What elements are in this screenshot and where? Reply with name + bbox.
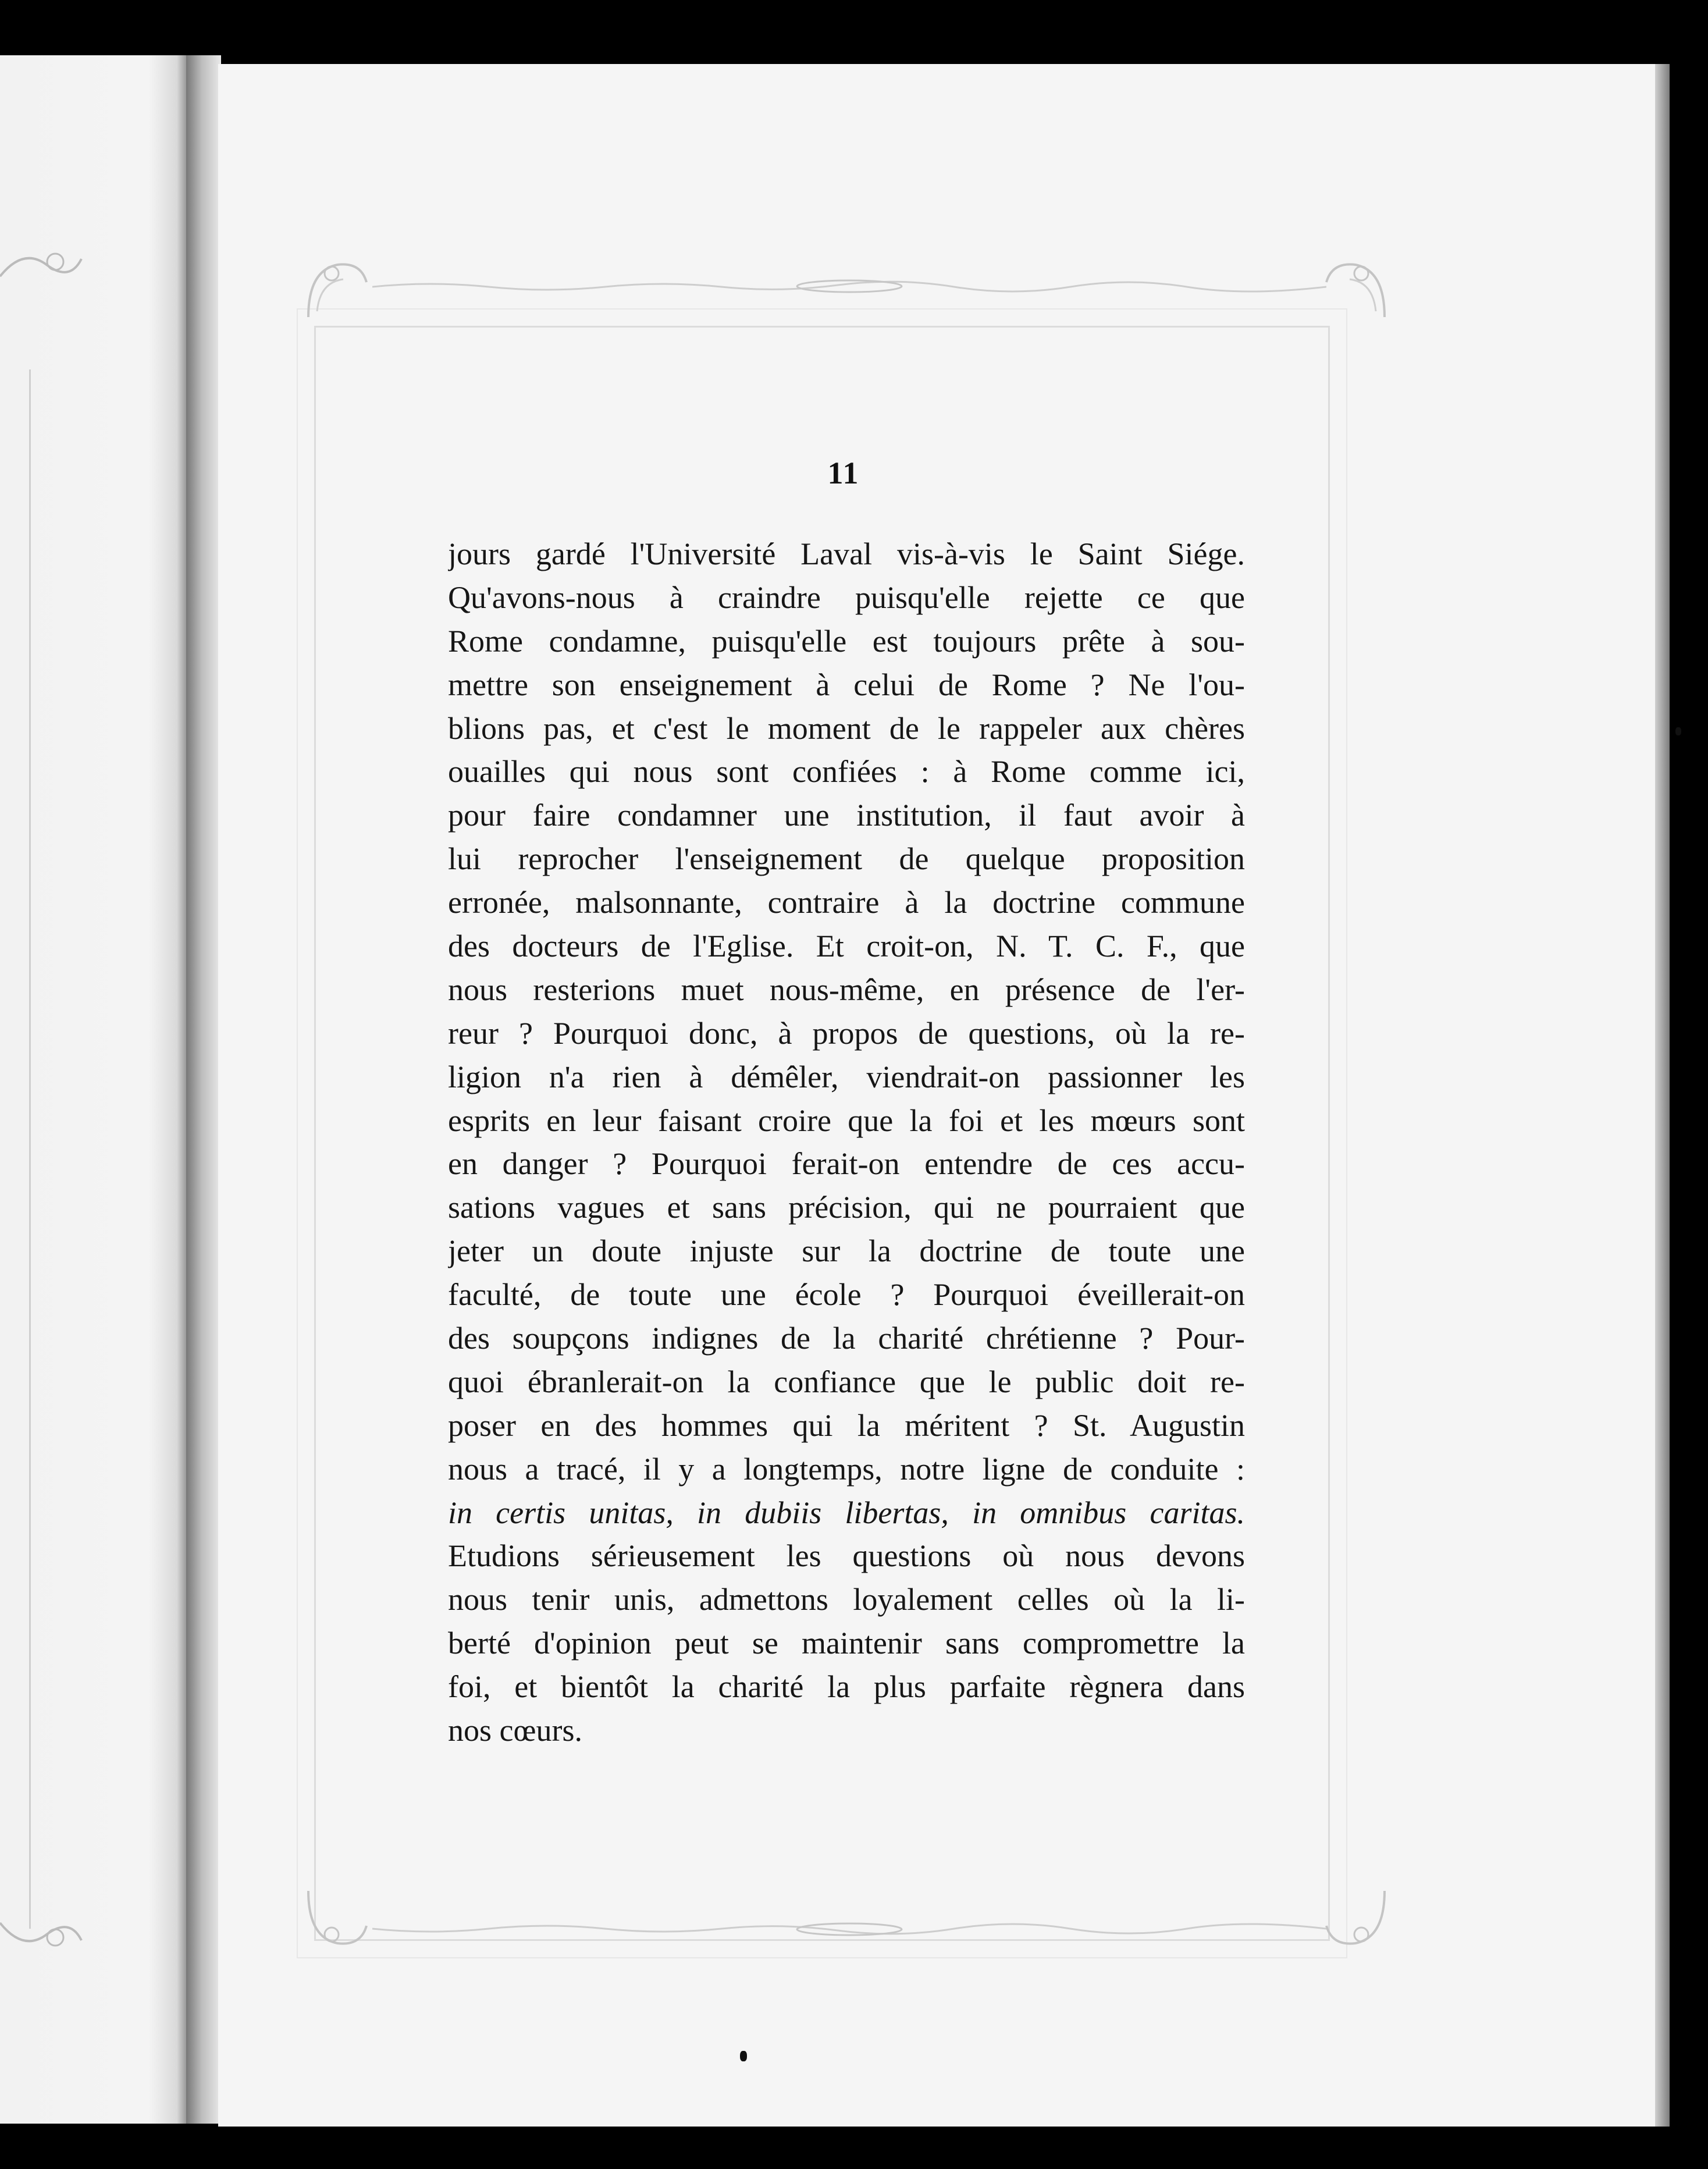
left-page-frame-edge [0, 369, 31, 1929]
text-line: Qu'avons-nous à craindre puisqu'elle rejette ce que [448, 579, 1245, 615]
text-line: Rome condamne, puisqu'elle est toujours prête à sou- [448, 623, 1245, 659]
page-number: 11 [827, 456, 860, 490]
frame-corner-ornament-bottom-left [297, 1885, 372, 1961]
frame-corner-ornament-top-left [297, 247, 372, 323]
latin-quotation-line: in certis unitas, in dubiis libertas, in omnibus caritas. [448, 1495, 1245, 1530]
text-line: poser en des hommes qui la méritent ? St. Augustin [448, 1407, 1245, 1443]
scan-speck [1675, 727, 1681, 735]
text-line: jeter un doute injuste sur la doctrine de toute une [448, 1233, 1245, 1269]
text-line: jours gardé l'Université Laval vis-à-vis le Saint Siége. [448, 536, 1245, 571]
scan-speck [740, 2051, 747, 2061]
text-line: sations vagues et sans précision, qui ne pourraient que [448, 1190, 1245, 1225]
frame-corner-ornament-bottom-right [1321, 1885, 1396, 1961]
right-page-edge [1655, 64, 1670, 2127]
text-line: lui reprocher l'enseignement de quelque proposition [448, 841, 1245, 877]
frame-top-ornament-band [372, 278, 1326, 296]
text-line: ligion n'a rien à démêler, viendrait-on passionner les [448, 1059, 1245, 1094]
text-line: blions pas, et c'est le moment de le rappeler aux chères [448, 710, 1245, 746]
body-text [448, 532, 1245, 1752]
text-line: faculté, de toute une école ? Pourquoi éveillerait-on [448, 1277, 1245, 1313]
text-line: nous a tracé, il y a longtemps, notre ligne de conduite : [448, 1451, 1245, 1487]
left-facing-page [0, 55, 186, 2124]
left-corner-ornament-top [0, 241, 87, 294]
text-line: des soupçons indignes de la charité chrétienne ? Pour- [448, 1321, 1245, 1356]
left-corner-ornament-bottom [0, 1905, 87, 1958]
text-line: foi, et bientôt la charité la plus parfaite règnera dans [448, 1669, 1245, 1705]
text-line: reur ? Pourquoi donc, à propos de questions, où la re- [448, 1015, 1245, 1051]
text-line: ouailles qui nous sont confiées : à Rome comme ici, [448, 754, 1245, 790]
text-line: nous resterions muet nous-même, en présence de l'er- [448, 972, 1245, 1007]
text-line: Etudions sérieusement les questions où nous devons [448, 1538, 1245, 1574]
text-line: des docteurs de l'Eglise. Et croit-on, N. T. C. F., que [448, 929, 1245, 964]
text-line: esprits en leur faisant croire que la foi et les mœurs sont [448, 1103, 1245, 1138]
text-line: pour faire condamner une institution, il faut avoir à [448, 798, 1245, 833]
text-line: en danger ? Pourquoi ferait-on entendre de ces accu- [448, 1146, 1245, 1182]
text-line: quoi ébranlerait-on la confiance que le public doit re- [448, 1364, 1245, 1399]
text-line: mettre son enseignement à celui de Rome ? Ne l'ou- [448, 667, 1245, 702]
frame-bottom-ornament-band [372, 1920, 1326, 1937]
frame-corner-ornament-top-right [1321, 247, 1396, 323]
text-line: nos cœurs. [448, 1713, 582, 1748]
book-gutter [186, 55, 221, 2124]
text-line: nous tenir unis, admettons loyalement celles où la li- [448, 1582, 1245, 1617]
text-line: erronée, malsonnante, contraire à la doctrine commune [448, 885, 1245, 920]
text-line: berté d'opinion peut se maintenir sans compromettre la [448, 1626, 1245, 1661]
